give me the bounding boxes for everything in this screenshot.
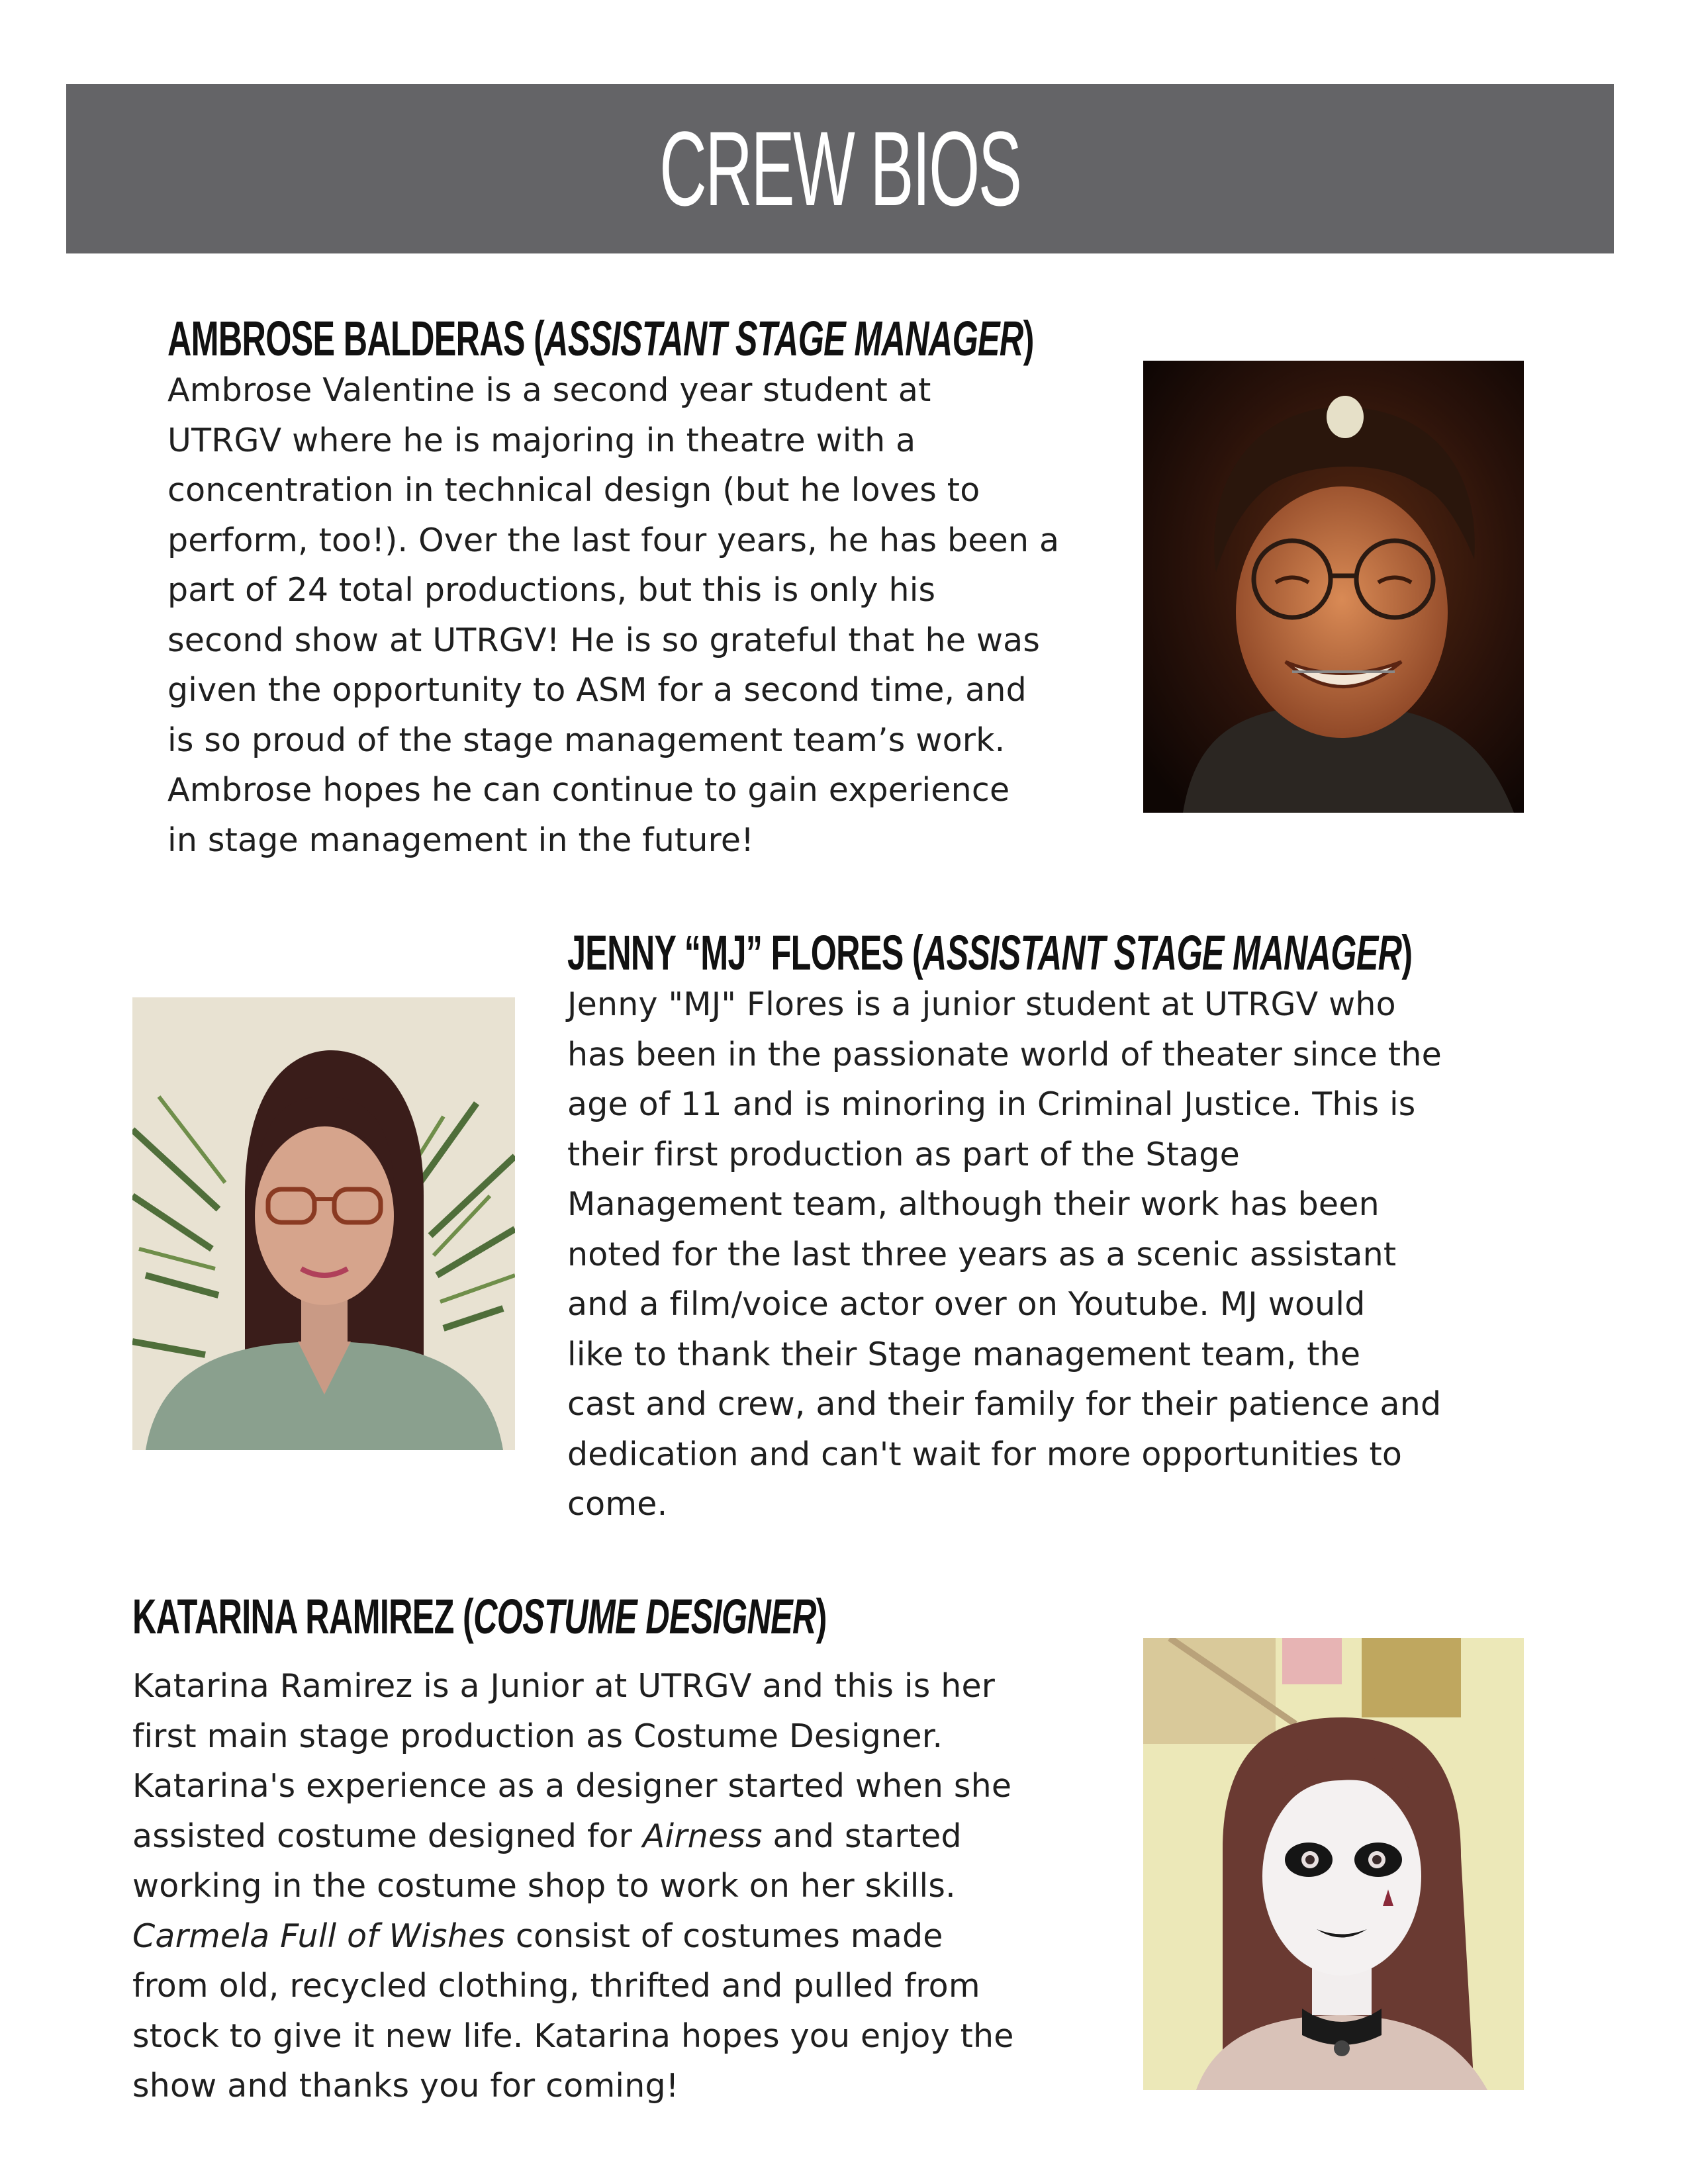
bio-name-close: ) [1023, 311, 1034, 366]
portrait-photo-jenny [132, 997, 515, 1450]
bio-line [132, 1911, 1014, 1962]
bio-line-text: assisted costume designed for [132, 1817, 643, 1855]
bio-line: from old, recycled clothing, thrifted and pulled from [132, 1967, 980, 2005]
bio-name-close: ) [816, 1589, 827, 1644]
bio-text-ambrose [167, 365, 1059, 865]
bio-line: Katarina's experience as a designer started when she [132, 1767, 1012, 1805]
bio-line: first main stage production as Costume Designer. [132, 1717, 943, 1755]
bio-name-jenny [567, 927, 1412, 979]
bio-line: their first production as part of the Stage [567, 1135, 1240, 1173]
bio-text-katarina [132, 1661, 1014, 2111]
bio-line: has been in the passionate world of theater since the [567, 1035, 1442, 1073]
bio-line: is so proud of the stage management team’s work. [167, 721, 1006, 759]
bio-line: dedication and can't wait for more opportunities to [567, 1435, 1403, 1473]
bio-line: noted for the last three years as a scenic assistant [567, 1235, 1397, 1273]
bio-line: show and thanks you for coming! [132, 2067, 679, 2105]
bio-line: second show at UTRGV! He is so grateful that he was [167, 621, 1041, 659]
bio-line: like to thank their Stage management team, the [567, 1335, 1361, 1373]
bio-line: concentration in technical design (but he loves to [167, 471, 980, 509]
bio-text-jenny [567, 979, 1442, 1529]
bio-line: Ambrose Valentine is a second year student at [167, 371, 931, 409]
bio-line: given the opportunity to ASM for a second time, and [167, 671, 1027, 709]
bio-name-text: JENNY “MJ” FLORES ( [567, 925, 923, 980]
bio-name-text: AMBROSE BALDERAS ( [167, 311, 545, 366]
bio-line: Management team, although their work has been [567, 1185, 1380, 1223]
bio-show-title: Airness [642, 1817, 763, 1855]
bio-line-text: consist of costumes made [505, 1917, 943, 1955]
bio-name-close: ) [1401, 925, 1413, 980]
bio-role: ASSISTANT STAGE MANAGER [922, 925, 1402, 980]
bio-line: stock to give it new life. Katarina hopes you enjoy the [132, 2017, 1014, 2055]
bio-name-katarina [132, 1590, 827, 1643]
bio-name-text: KATARINA RAMIREZ ( [132, 1589, 474, 1644]
bio-line: in stage management in the future! [167, 821, 755, 859]
bio-line: UTRGV where he is majoring in theatre with a [167, 421, 916, 459]
bio-line: age of 11 and is minoring in Criminal Justice. This is [567, 1085, 1416, 1123]
header-banner [66, 84, 1614, 253]
bio-line-text: and started [762, 1817, 962, 1855]
bio-name-ambrose [167, 312, 1034, 365]
bio-line: come. [567, 1485, 668, 1523]
portrait-photo-katarina [1143, 1638, 1524, 2090]
bio-line: Jenny "MJ" Flores is a junior student at UTRGV who [567, 985, 1396, 1023]
bio-line: Katarina Ramirez is a Junior at UTRGV and this is her [132, 1667, 996, 1705]
bio-line: Ambrose hopes he can continue to gain experience [167, 771, 1010, 809]
bio-line: part of 24 total productions, but this is only his [167, 571, 936, 609]
bio-line [132, 1811, 1014, 1862]
portrait-photo-ambrose [1143, 361, 1524, 813]
bio-line: and a film/voice actor over on Youtube. MJ would [567, 1285, 1366, 1323]
bio-line: perform, too!). Over the last four years, he has been a [167, 521, 1060, 559]
bio-line: working in the costume shop to work on her skills. [132, 1867, 956, 1905]
bio-role: COSTUME DESIGNER [473, 1589, 816, 1644]
bio-show-title: Carmela Full of Wishes [132, 1917, 506, 1955]
bio-line: cast and crew, and their family for their patience and [567, 1385, 1442, 1423]
page-title: CREW BIOS [659, 109, 1021, 228]
bio-role: ASSISTANT STAGE MANAGER [544, 311, 1023, 366]
